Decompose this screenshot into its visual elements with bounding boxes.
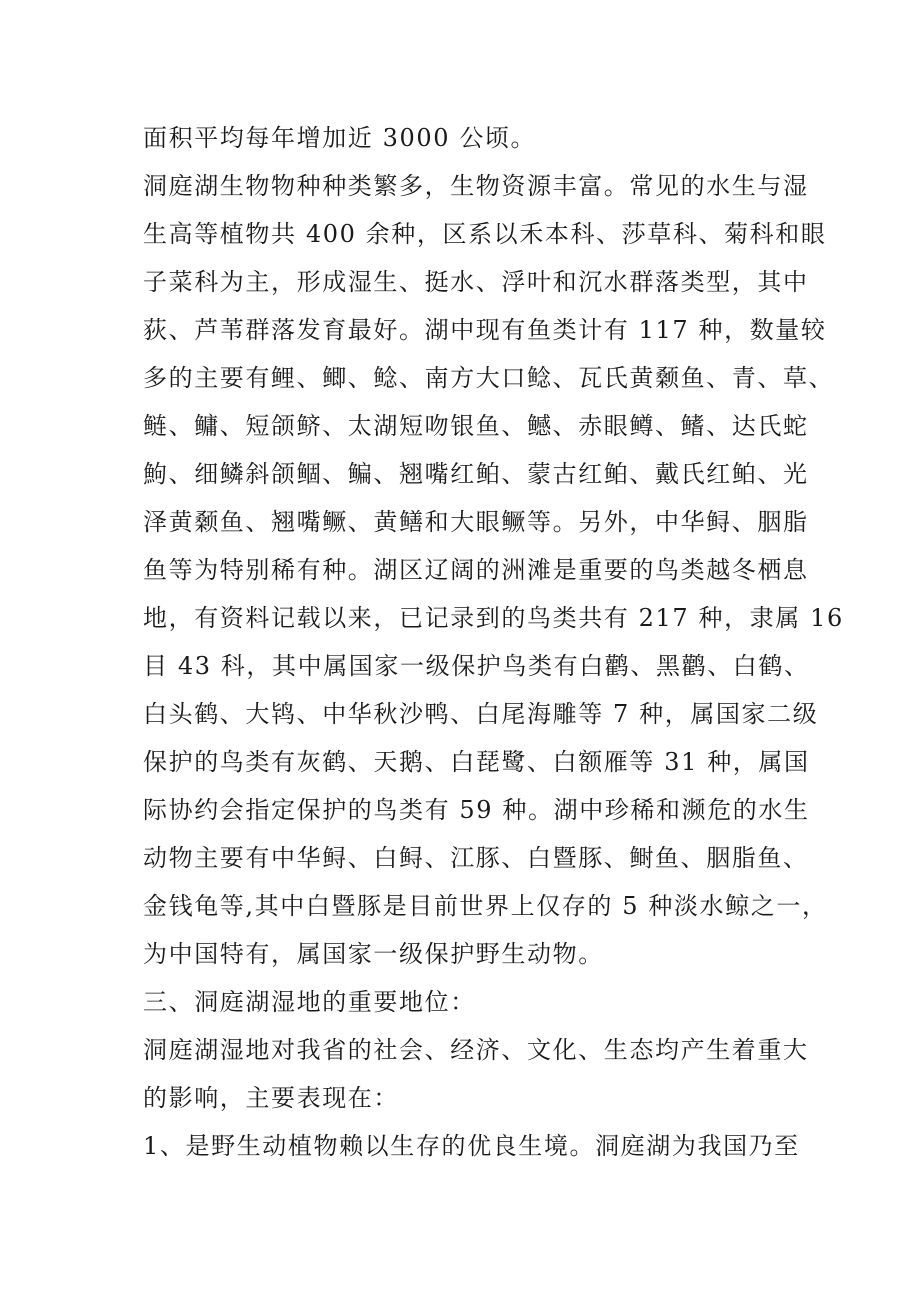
text-line: 洞庭湖生物物种种类繁多，生物资源丰富。常见的水生与湿 [143,172,809,200]
document-page [143,114,844,1170]
section-heading: 三、洞庭湖湿地的重要地位： [143,988,476,1016]
text-line: 洞庭湖湿地对我省的社会、经济、文化、生态均产生着重大 [143,1036,809,1064]
text-line: 1、是野生动植物赖以生存的优良生境。洞庭湖为我国乃至 [143,1132,800,1160]
text-line: 的影响，主要表现在： [143,1084,399,1112]
text-line: 生高等植物共 400 余种，区系以禾本科、莎草科、菊科和眼 [143,220,827,248]
text-line: 面积平均每年增加近 3000 公顷。 [143,124,537,152]
text-line: 泽黄颡鱼、翘嘴鳜、黄鳝和大眼鳜等。另外，中华鲟、胭脂 [143,508,809,536]
text-line: 金钱龟等,其中白暨豚是目前世界上仅存的 5 种淡水鲸之一， [143,892,828,920]
text-line: 地，有资料记载以来，已记录到的鸟类共有 217 种，隶属 16 [143,604,844,632]
text-line: 为中国特有，属国家一级保护野生动物。 [143,940,604,968]
text-line: 多的主要有鲤、鲫、鲶、南方大口鲶、瓦氏黄颡鱼、青、草、 [143,364,835,392]
text-line: 鱼等为特别稀有种。湖区辽阔的洲滩是重要的鸟类越冬栖息 [143,556,809,584]
text-line: 子菜科为主，形成湿生、挺水、浮叶和沉水群落类型，其中 [143,268,809,296]
text-line: 鮈、细鳞斜颌鲴、鳊、翘嘴红鲌、蒙古红鲌、戴氏红鲌、光 [143,460,809,488]
text-line: 动物主要有中华鲟、白鲟、江豚、白暨豚、鲥鱼、胭脂鱼、 [143,844,809,872]
text-line: 际协约会指定保护的鸟类有 59 种。湖中珍稀和濒危的水生 [143,796,810,824]
text-line: 目 43 科，其中属国家一级保护鸟类有白鹳、黑鹳、白鹤、 [143,652,810,680]
text-line: 荻、芦苇群落发育最好。湖中现有鱼类计有 117 种，数量较 [143,316,827,344]
text-line: 鲢、鳙、短颌鲚、太湖短吻银鱼、鳡、赤眼鳟、鳍、达氏蛇 [143,412,809,440]
text-line: 保护的鸟类有灰鹤、天鹅、白琵鹭、白额雁等 31 种，属国 [143,748,810,776]
text-line: 白头鹤、大鸨、中华秋沙鸭、白尾海雕等 7 种，属国家二级 [143,700,819,728]
